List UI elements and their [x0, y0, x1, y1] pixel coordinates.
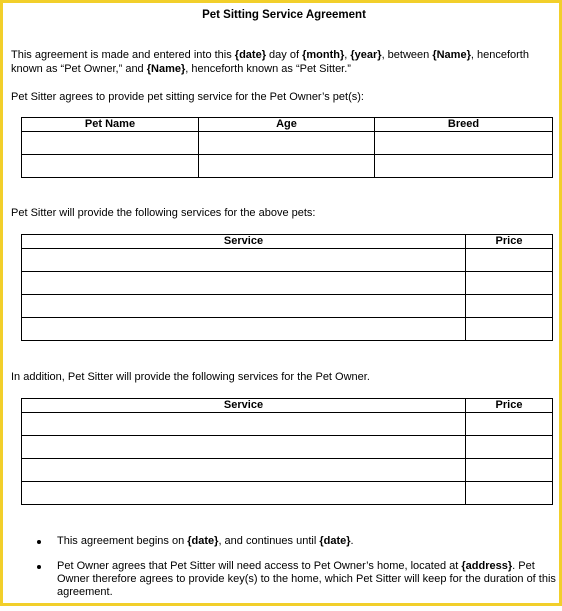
table-cell[interactable] — [375, 155, 553, 178]
term-text: Pet Owner agrees that Pet Sitter will need access to Pet Owner’s home, located at — [57, 560, 462, 572]
bullet-icon — [37, 540, 41, 544]
col-header-price: Price — [466, 399, 553, 413]
term-text: , and continues until — [218, 535, 320, 547]
services-table — [21, 234, 553, 341]
col-header-service: Service — [22, 399, 466, 413]
owner-name-placeholder: {Name} — [432, 49, 471, 61]
term-text: . — [350, 535, 354, 547]
table-row — [22, 295, 553, 318]
table-cell[interactable] — [466, 272, 553, 295]
sitter-name-placeholder: {Name} — [146, 63, 186, 75]
col-header-pet-name: Pet Name — [22, 118, 199, 132]
table-cell[interactable] — [22, 413, 466, 436]
col-header-service: Service — [22, 235, 466, 249]
table-cell[interactable] — [466, 318, 553, 341]
address-placeholder: {address} — [461, 560, 513, 572]
table-row — [22, 249, 553, 272]
table-header-row — [22, 235, 553, 249]
intro-text: , between — [381, 49, 433, 61]
term-text: This agreement begins on — [57, 535, 188, 547]
table-cell[interactable] — [22, 132, 199, 155]
table-cell[interactable] — [466, 482, 553, 505]
end-date-placeholder: {date} — [319, 535, 351, 547]
term-text: . Pet Owner therefore agrees to provide key(s) to the home, which Pet Sitter will keep for the duration of this agreement. — [57, 560, 556, 598]
table-cell[interactable] — [466, 459, 553, 482]
pets-intro: Pet Sitter agrees to provide pet sitting service for the Pet Owner’s pet(s): — [11, 91, 364, 103]
intro-paragraph — [11, 48, 559, 76]
intro-text: , henceforth known as “Pet Sitter.” — [185, 63, 351, 75]
col-header-price: Price — [466, 235, 553, 249]
intro-text: , henceforth known as “Pet Owner,” and — [11, 49, 529, 75]
table-cell[interactable] — [22, 249, 466, 272]
table-row — [22, 482, 553, 505]
list-item — [11, 535, 559, 548]
table-cell[interactable] — [22, 155, 199, 178]
table-row — [22, 132, 553, 155]
start-date-placeholder: {date} — [187, 535, 219, 547]
table-cell[interactable] — [22, 482, 466, 505]
intro-text: This agreement is made and entered into this — [11, 49, 235, 61]
table-header-row — [22, 399, 553, 413]
table-row — [22, 155, 553, 178]
year-placeholder: {year} — [350, 49, 382, 61]
terms-list — [11, 535, 559, 611]
intro-text: day of — [265, 49, 303, 61]
pets-table — [21, 117, 553, 178]
bullet-icon — [37, 565, 41, 569]
table-row — [22, 318, 553, 341]
table-cell[interactable] — [466, 436, 553, 459]
table-cell[interactable] — [466, 295, 553, 318]
additional-services-table — [21, 398, 553, 505]
table-cell[interactable] — [22, 318, 466, 341]
month-placeholder: {month} — [302, 49, 345, 61]
date-placeholder: {date} — [234, 49, 266, 61]
table-cell[interactable] — [375, 132, 553, 155]
table-cell[interactable] — [22, 272, 466, 295]
col-header-breed: Breed — [375, 118, 553, 132]
intro-text: , — [344, 49, 351, 61]
table-row — [22, 413, 553, 436]
col-header-age: Age — [199, 118, 375, 132]
table-cell[interactable] — [22, 459, 466, 482]
table-cell[interactable] — [22, 295, 466, 318]
services-intro: Pet Sitter will provide the following services for the above pets: — [11, 207, 316, 219]
table-row — [22, 436, 553, 459]
additional-intro: In addition, Pet Sitter will provide the following services for the Pet Owner. — [11, 371, 370, 383]
document-title: Pet Sitting Service Agreement — [202, 9, 366, 21]
table-cell[interactable] — [466, 413, 553, 436]
table-row — [22, 272, 553, 295]
table-header-row — [22, 118, 553, 132]
table-cell[interactable] — [466, 249, 553, 272]
list-item — [11, 560, 559, 599]
table-cell[interactable] — [22, 436, 466, 459]
table-cell[interactable] — [199, 155, 375, 178]
table-row — [22, 459, 553, 482]
table-cell[interactable] — [199, 132, 375, 155]
